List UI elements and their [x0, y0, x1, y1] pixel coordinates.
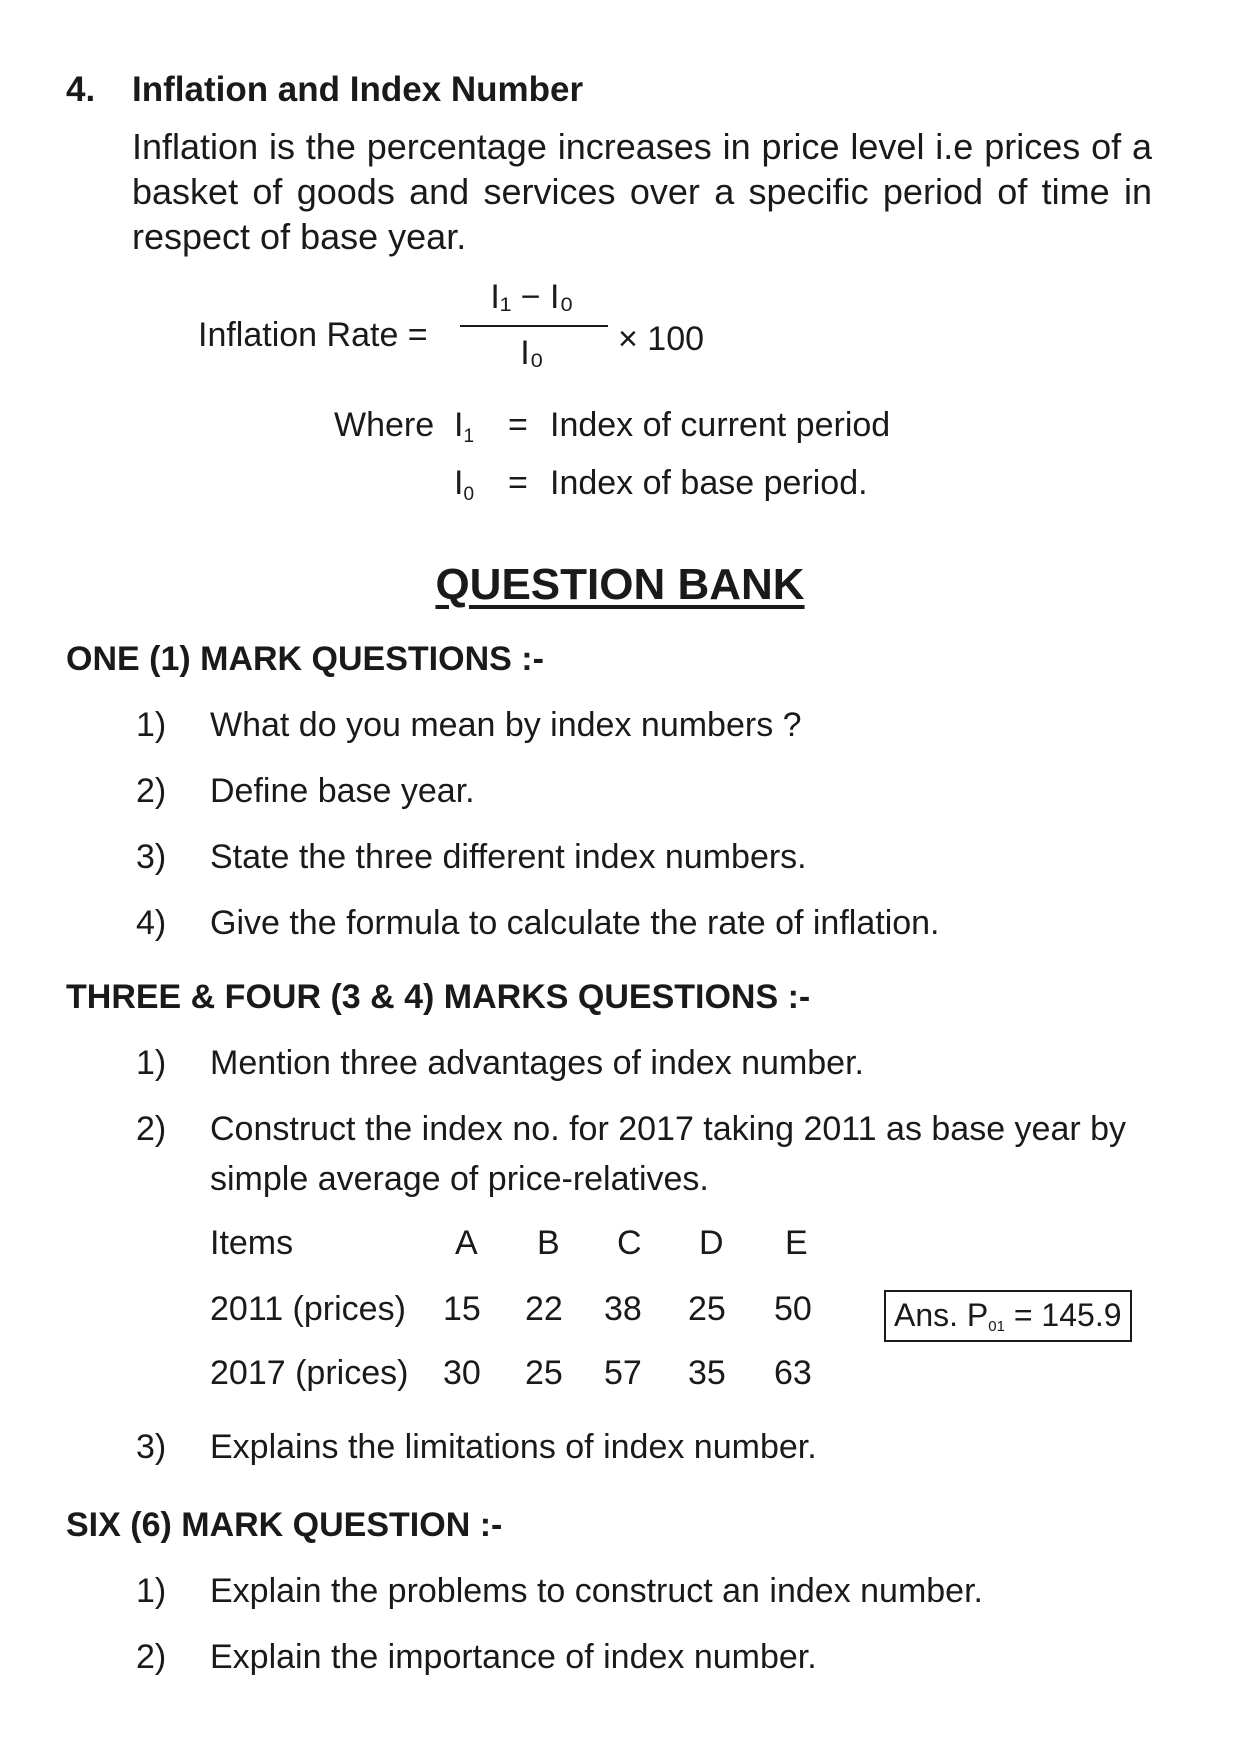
table-cell: 22 — [525, 1290, 563, 1328]
table-cell: 2011 (prices) — [210, 1290, 406, 1328]
question-text: Explain the problems to construct an index number. — [210, 1572, 983, 1610]
question-number: 4) — [136, 904, 167, 942]
formula-denominator: I₀ — [520, 334, 544, 372]
table-cell: 15 — [443, 1290, 481, 1328]
i0-symbol: $I_0$ — [454, 464, 475, 505]
i1-symbol: $I_1$ — [454, 406, 475, 447]
i0-definition: Index of base period. — [550, 464, 868, 502]
formula-multiplier: × 100 — [618, 320, 705, 358]
table-header-cell: E — [785, 1224, 808, 1262]
question-text: Construct the index no. for 2017 taking 2011 as base year by — [210, 1110, 1127, 1148]
question-number: 3) — [136, 1428, 167, 1466]
table-cell: 57 — [604, 1354, 642, 1392]
question-number: 2) — [136, 1638, 167, 1676]
table-header-cell: A — [455, 1224, 478, 1262]
question-text: State the three different index numbers. — [210, 838, 807, 876]
question-text: Give the formula to calculate the rate of inflation. — [210, 904, 940, 942]
equals-sign: = — [508, 406, 528, 444]
question-text: simple average of price-relatives. — [210, 1160, 709, 1198]
table-header-cell: Items — [210, 1224, 294, 1262]
table-cell: 2017 (prices) — [210, 1354, 409, 1392]
question-number: 1) — [136, 1572, 167, 1610]
question-text: Explains the limitations of index number. — [210, 1428, 817, 1466]
table-header-cell: D — [699, 1224, 724, 1262]
table-header-cell: C — [617, 1224, 642, 1262]
intro-paragraph: Inflation is the percentage increases in price level i.e prices of a basket of goods and services over a specific period of time in respect of base year. — [132, 126, 1152, 257]
question-text: Define base year. — [210, 772, 475, 810]
question-text: What do you mean by index numbers ? — [210, 706, 802, 744]
question-number: 3) — [136, 838, 167, 876]
table-cell: 25 — [688, 1290, 726, 1328]
three-four-mark-heading: THREE & FOUR (3 & 4) MARKS QUESTIONS :- — [66, 978, 811, 1016]
i1-definition: Index of current period — [550, 406, 891, 444]
table-header-cell: B — [537, 1224, 560, 1262]
question-number: 2) — [136, 772, 167, 810]
question-text: Mention three advantages of index number. — [210, 1044, 864, 1082]
table-cell: 50 — [774, 1290, 812, 1328]
table-cell: 38 — [604, 1290, 642, 1328]
question-bank-title: QUESTION BANK — [435, 560, 805, 609]
fraction-bar — [460, 325, 608, 327]
table-cell: 63 — [774, 1354, 812, 1392]
six-mark-heading: SIX (6) MARK QUESTION :- — [66, 1506, 503, 1544]
question-text: Explain the importance of index number. — [210, 1638, 817, 1676]
table-cell: 30 — [443, 1354, 481, 1392]
section-title: Inflation and Index Number — [132, 70, 584, 109]
formula-fraction — [452, 278, 612, 378]
section-number: 4. — [66, 70, 96, 109]
formula-numerator: I₁ − I₀ — [490, 278, 574, 316]
answer-box: Ans. $P_{01} = 145.9$ — [884, 1290, 1132, 1342]
where-label: Where — [334, 406, 435, 444]
question-number: 1) — [136, 1044, 167, 1082]
table-cell: 25 — [525, 1354, 563, 1392]
formula-label: Inflation Rate = — [198, 316, 428, 354]
question-number: 2) — [136, 1110, 167, 1148]
equals-sign: = — [508, 464, 528, 502]
table-cell: 35 — [688, 1354, 726, 1392]
question-number: 1) — [136, 706, 167, 744]
one-mark-heading: ONE (1) MARK QUESTIONS :- — [66, 640, 544, 678]
